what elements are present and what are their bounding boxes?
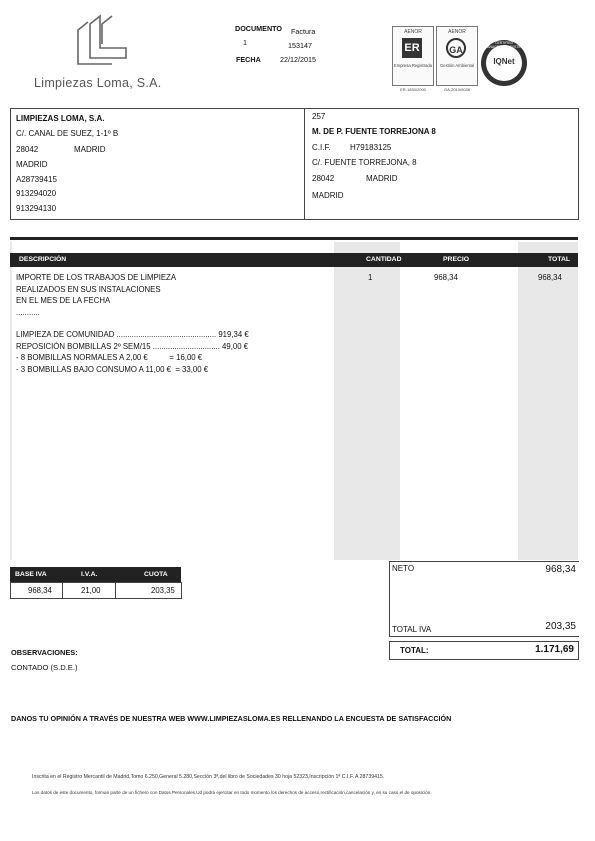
cantidad-column xyxy=(334,242,400,560)
issuer-street: C/. CANAL DE SUEZ, 1-1º B xyxy=(16,129,119,138)
issuer-name: LIMPIEZAS LOMA, S.A. xyxy=(16,114,105,123)
issuer-tax-id: A28739415 xyxy=(16,175,57,184)
observations-label: OBSERVACIONES: xyxy=(11,648,78,657)
description-line: EN EL MES DE LA FECHA xyxy=(16,296,111,305)
tax-base-value: 968,34 xyxy=(28,586,52,595)
aenor-ga-badge xyxy=(436,26,478,92)
privacy-note: Los datos de este documento, forman parte de un fichero con Datos Personales.Ud podrá ejercitar en todo momento los derechos de acceso,rectificación,cancelación y, en su caso,el de oposición. xyxy=(32,790,432,795)
iqnet-mark: IQNet xyxy=(493,57,515,66)
total-iva-label: TOTAL IVA xyxy=(392,625,432,634)
iqnet-badge xyxy=(481,40,527,86)
client-code: 257 xyxy=(312,112,326,121)
header-precio: PRECIO xyxy=(443,256,470,263)
issuer-city: MADRID xyxy=(74,145,106,154)
issuer-postal: 28042 xyxy=(16,145,39,154)
header-total: TOTAL xyxy=(548,256,571,263)
issuer-phone: 913294020 xyxy=(16,189,57,198)
documento-label: DOCUMENTO xyxy=(235,24,282,33)
documento-value: Factura xyxy=(291,27,316,36)
issuer-province: MADRID xyxy=(16,160,48,169)
ga-mark-icon: GA xyxy=(446,38,466,58)
fecha-value: 22/12/2015 xyxy=(280,55,316,64)
client-city: MADRID xyxy=(366,174,398,183)
aenor-ga-subtitle: Gestión Ambiental xyxy=(440,63,474,68)
table-top-rule xyxy=(10,237,578,240)
document-number: 153147 xyxy=(288,41,312,50)
total-label: TOTAL: xyxy=(400,646,429,655)
tax-cuota-value: 203,35 xyxy=(151,586,175,595)
company-logo-icon xyxy=(66,14,132,66)
total-column xyxy=(518,242,578,560)
tax-header-cuota: CUOTA xyxy=(144,571,168,578)
neto-label: NETO xyxy=(392,564,415,573)
aenor-er-code: ER-1830/2000 xyxy=(400,87,426,92)
registry-note: Inscrita en el Registro Mercantil de Madrid,Tomo 6.250,General 5.280,Sección 3ª,del libro de Sociedades 30 hoja 52323,Inscripción 1ª C.I.F. A 28739415. xyxy=(32,774,385,780)
header-cantidad: CANTIDAD xyxy=(366,256,402,263)
tax-header-iva: I.V.A. xyxy=(81,571,98,578)
item-cantidad: 1 xyxy=(368,273,373,282)
description-line: ........... xyxy=(16,307,40,317)
tax-row xyxy=(10,582,182,599)
fecha-label: FECHA xyxy=(236,55,261,64)
total-value: 1.171,69 xyxy=(535,644,574,655)
survey-message: DANOS TU OPINIÓN A TRAVÉS DE NUESTRA WEB WWW.LIMPIEZASLOMA.ES RELLENANDO LA ENCUESTA DE SATISFACCIÓN xyxy=(11,714,452,723)
header-descripcion: DESCRIPCIÓN xyxy=(19,256,67,263)
client-name: M. DE P. FUENTE TORREJONA 8 xyxy=(312,127,436,136)
description-line: - 8 BOMBILLAS NORMALES A 2,00 € = 16,00 € xyxy=(16,353,203,362)
tax-header xyxy=(10,567,181,582)
client-cif-label: C.I.F. xyxy=(312,143,331,152)
neto-value: 968,34 xyxy=(545,564,576,575)
aenor-er-title: AENOR xyxy=(404,29,422,35)
item-precio: 968,34 xyxy=(434,273,458,282)
client-postal: 28042 xyxy=(312,174,335,183)
description-line: IMPORTE DE LOS TRABAJOS DE LIMPIEZA xyxy=(16,273,177,282)
item-total: 968,34 xyxy=(538,273,562,282)
table-header xyxy=(10,253,578,267)
document-number-prefix: 1 xyxy=(243,38,247,47)
total-iva-value: 203,35 xyxy=(545,621,576,632)
description-line: - 3 BOMBILLAS BAJO CONSUMO A 11,00 € = 33,00 € xyxy=(16,364,209,374)
tax-header-base: BASE IVA xyxy=(15,571,47,578)
issuer-phone-2: 913294130 xyxy=(16,204,57,213)
client-cif: H79183125 xyxy=(350,143,392,152)
company-name: Limpiezas Loma, S.A. xyxy=(34,76,162,90)
client-street: C/. FUENTE TORREJONA, 8 xyxy=(312,158,417,167)
aenor-er-subtitle: Empresa Registrada xyxy=(393,63,433,68)
aenor-ga-title: AENOR xyxy=(448,29,466,35)
iqnet-subtitle: CERTIFIED MANAGEMENT SYSTEM xyxy=(484,41,524,49)
tax-iva-value: 21,00 xyxy=(81,586,101,595)
client-province: MADRID xyxy=(312,191,344,200)
description-line: REPOSICIÓN BOMBILLAS 2º SEM/15 ............................... 49,00 € xyxy=(16,341,249,351)
description-line xyxy=(16,318,331,329)
item-description xyxy=(16,272,331,375)
observations-text: CONTADO (S.D.E.) xyxy=(11,663,78,672)
aenor-er-badge xyxy=(392,26,434,92)
description-line: LIMPIEZA DE COMUNIDAD .............................................. 919,34 € xyxy=(16,330,249,339)
description-line: REALIZADOS EN SUS INSTALACIONES xyxy=(16,284,161,294)
er-mark-icon: ER xyxy=(402,38,422,58)
aenor-ga-code: GA-2010/0036 xyxy=(443,87,471,92)
